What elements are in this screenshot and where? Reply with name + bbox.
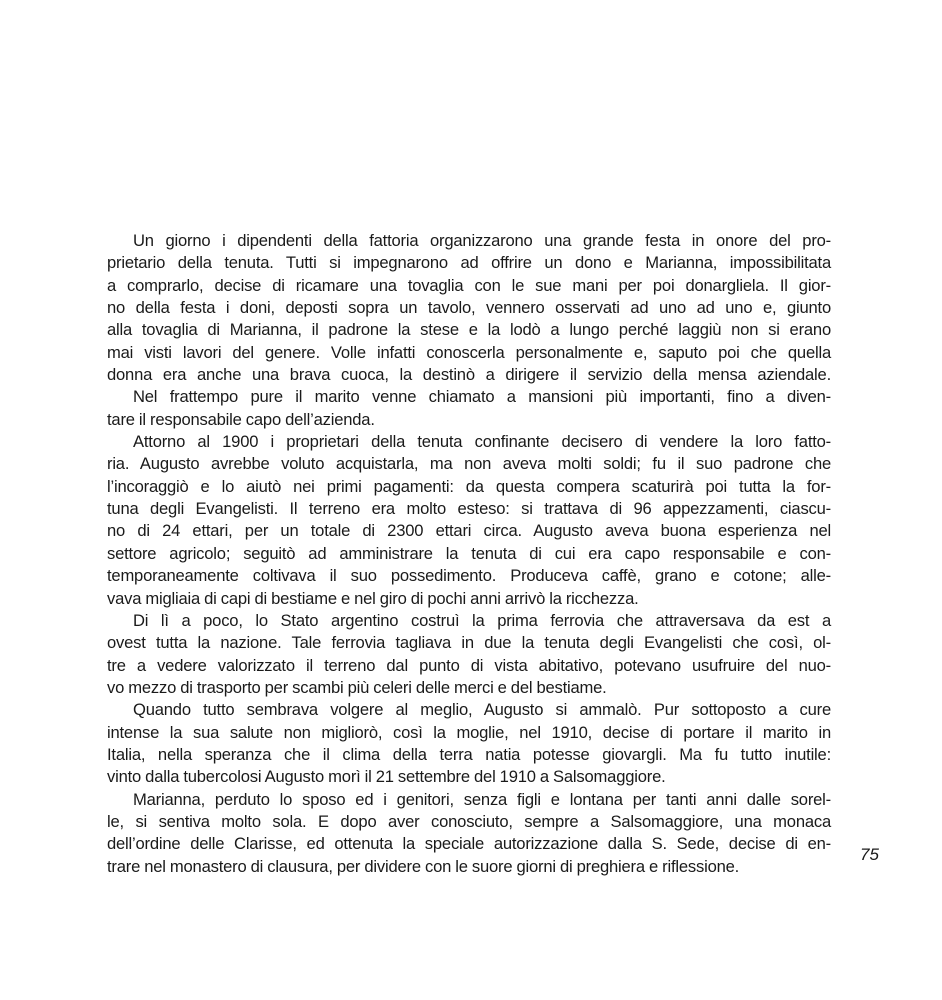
text-line: a comprarlo, decise di ricamare una tovaglia con le sue mani per poi donargliela. Il gior- (107, 275, 831, 295)
text-line: donna era anche una brava cuoca, la destinò a dirigere il servizio della mensa aziendale. (107, 365, 831, 385)
text-line: settore agricolo; seguitò ad amministrare la tenuta di cui era capo responsabile e con- (107, 543, 831, 563)
text-line: trare nel monastero di clausura, per dividere con le suore giorni di preghiera e riflessione. (107, 856, 740, 876)
body-text (107, 230, 831, 878)
text-line: ovest tutta la nazione. Tale ferrovia tagliava in due la tenuta degli Evangelisti che così, ol- (107, 633, 831, 653)
text-line: intense la sua salute non migliorò, così la moglie, nel 1910, decise di portare il marito in (107, 722, 831, 742)
text-line: no di 24 ettari, per un totale di 2300 ettari circa. Augusto aveva buona esperienza nel (107, 521, 831, 541)
text-line: vava migliaia di capi di bestiame e nel giro di pochi anni arrivò la ricchezza. (107, 588, 639, 608)
paragraph-3 (107, 431, 831, 610)
paragraph-1 (107, 230, 831, 386)
text-line: tare il responsabile capo dell’azienda. (107, 409, 375, 429)
text-line: alla tovaglia di Marianna, il padrone la stese e la lodò a lungo perché laggiù non si erano (107, 320, 831, 340)
text-line: prietario della tenuta. Tutti si impegnarono ad offrire un dono e Marianna, impossibilitata (107, 253, 831, 273)
text-line: tre a vedere valorizzato il terreno dal punto di vista abitativo, potevano usufruire del nuo- (107, 655, 831, 675)
page-number: 75 (860, 845, 879, 864)
text-line: Italia, nella speranza che il clima della terra natia potesse giovargli. Ma fu tutto inutile: (107, 744, 831, 764)
text-line: l’incoraggiò e lo aiutò nei primi pagamenti: da questa compera scaturirà poi tutta la for- (107, 476, 831, 496)
paragraph-6 (107, 789, 831, 878)
text-line: vinto dalla tubercolosi Augusto morì il 21 settembre del 1910 a Salsomaggiore. (107, 767, 666, 787)
text-line: Marianna, perduto lo sposo ed i genitori, senza figli e lontana per tanti anni dalle sorel- (133, 789, 831, 809)
text-line: tuna degli Evangelisti. Il terreno era molto esteso: si trattava di 96 appezzamenti, ciascu- (107, 499, 831, 519)
text-line: no della festa i doni, deposti sopra un tavolo, vennero osservati ad uno ad uno e, giunto (107, 298, 831, 318)
text-line: Nel frattempo pure il marito venne chiamato a mansioni più importanti, fino a diven- (133, 387, 831, 407)
text-line: mai visti lavori del genere. Volle infatti conoscerla personalmente e, saputo poi che quella (107, 342, 831, 362)
paragraph-4 (107, 610, 831, 699)
text-line: ria. Augusto avrebbe voluto acquistarla, ma non aveva molti soldi; fu il suo padrone che (107, 454, 831, 474)
text-line: dell’ordine delle Clarisse, ed ottenuta la speciale autorizzazione dalla S. Sede, decise di en- (107, 834, 831, 854)
text-line: Quando tutto sembrava volgere al meglio, Augusto si ammalò. Pur sottoposto a cure (133, 700, 831, 720)
paragraph-2 (107, 386, 831, 431)
text-line: temporaneamente coltivava il suo possedimento. Produceva caffè, grano e cotone; alle- (107, 566, 831, 586)
text-line: vo mezzo di trasporto per scambi più celeri delle merci e del bestiame. (107, 677, 607, 697)
text-line: Attorno al 1900 i proprietari della tenuta confinante decisero di vendere la loro fatto- (133, 432, 831, 452)
text-line: le, si sentiva molto sola. E dopo aver conosciuto, sempre a Salsomaggiore, una monaca (107, 811, 831, 831)
paragraph-5 (107, 699, 831, 788)
text-line: Un giorno i dipendenti della fattoria organizzarono una grande festa in onore del pro- (133, 231, 831, 250)
text-line: Di lì a poco, lo Stato argentino costruì la prima ferrovia che attraversava da est a (133, 610, 831, 630)
